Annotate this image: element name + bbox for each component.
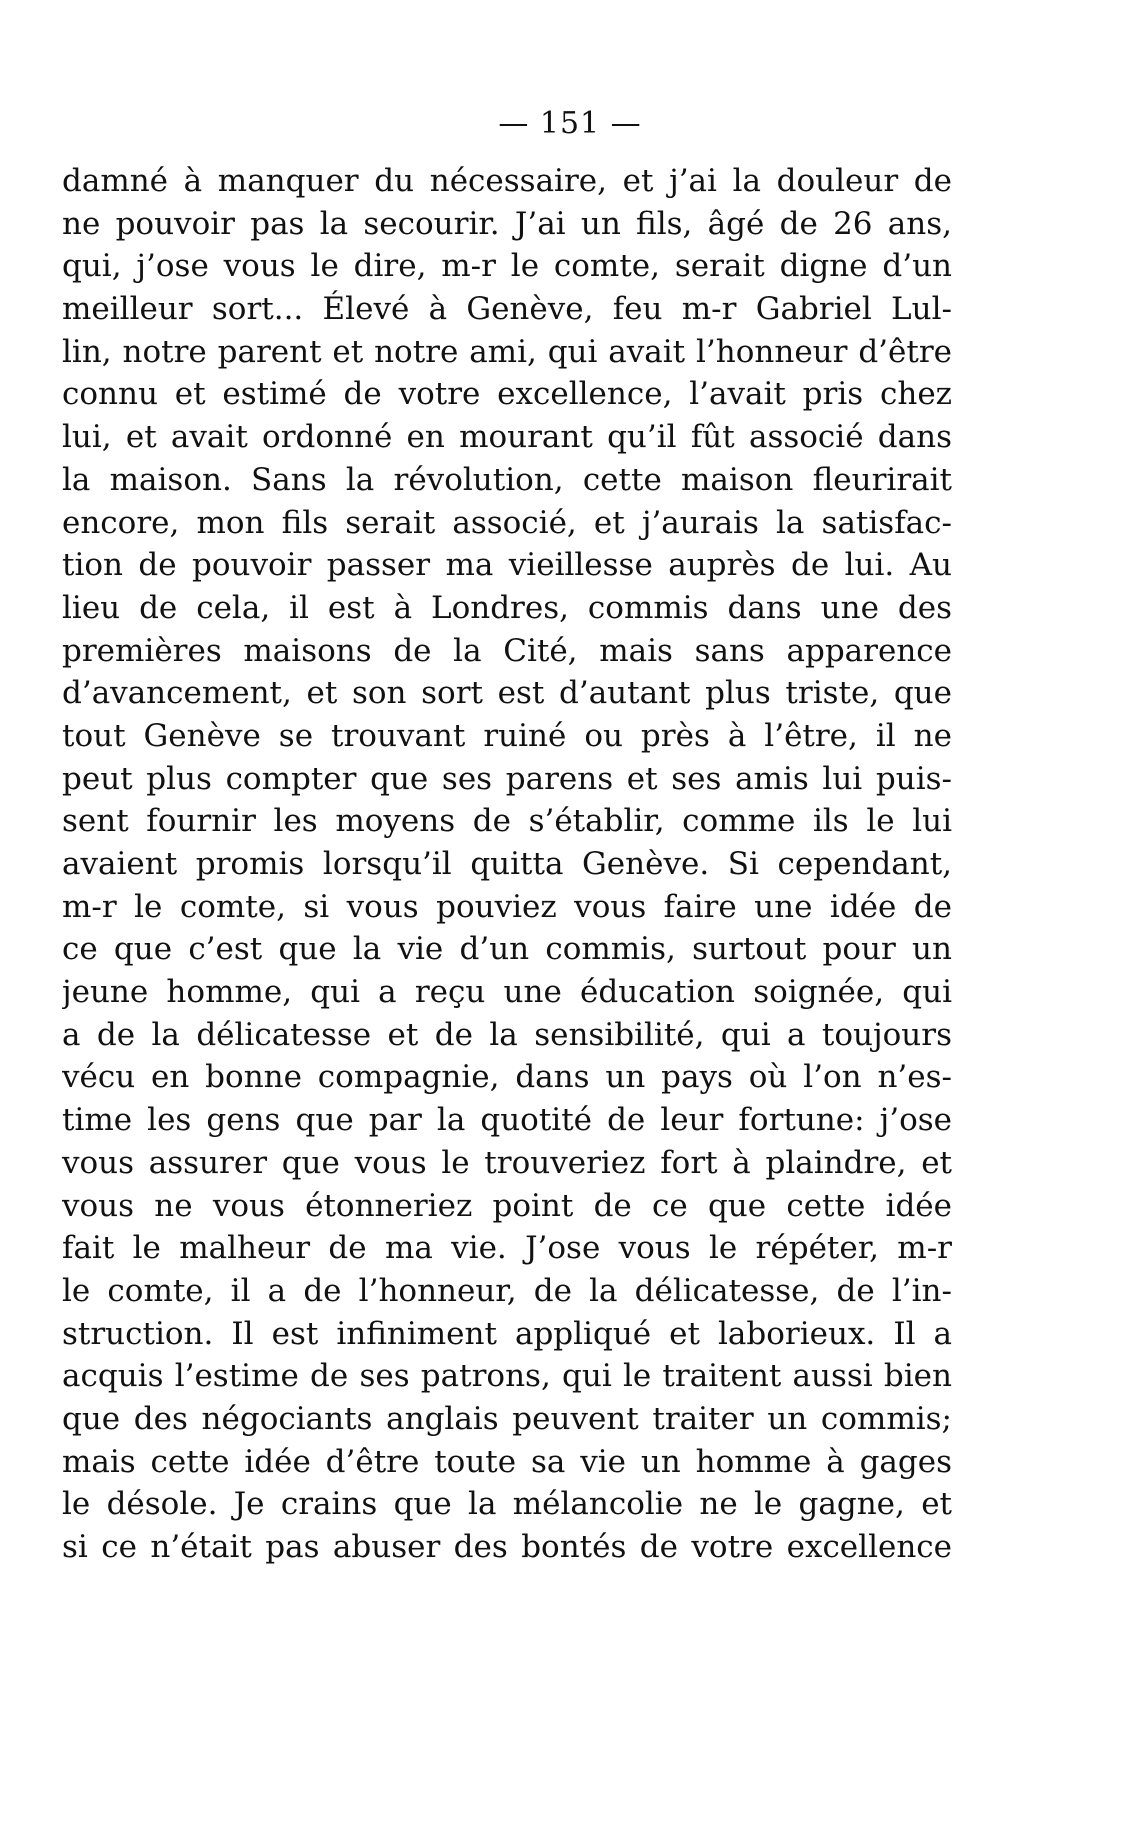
page-number: — 151 — xyxy=(498,106,642,141)
text-line: fait le malheur de ma vie. J’ose vous le répéter, m-r xyxy=(62,1230,952,1267)
text-line: ne pouvoir pas la secourir. J’ai un fils, âgé de 26 ans, xyxy=(62,205,952,242)
text-line: lin, notre parent et notre ami, qui avait l’honneur d’être xyxy=(62,333,952,370)
text-line: peut plus compter que ses parens et ses amis lui puis- xyxy=(62,760,952,797)
text-line: a de la délicatesse et de la sensibilité, qui a toujours xyxy=(62,1016,952,1053)
text-line: avaient promis lorsqu’il quitta Genève. Si cependant, xyxy=(62,846,952,882)
body-text xyxy=(62,160,952,1569)
text-line: ce que c’est que la vie d’un commis, surtout pour un xyxy=(62,931,952,968)
text-line: premières maisons de la Cité, mais sans apparence xyxy=(62,632,952,669)
text-line: sent fournir les moyens de s’établir, comme ils le lui xyxy=(62,803,952,840)
text-line: damné à manquer du nécessaire, et j’ai la douleur de xyxy=(62,163,952,199)
text-line: time les gens que par la quotité de leur fortune: j’ose xyxy=(62,1102,952,1139)
text-line: le désole. Je crains que la mélancolie ne le gagne, et xyxy=(62,1486,952,1523)
text-line: vous ne vous étonneriez point de ce que cette idée xyxy=(62,1187,952,1224)
text-line: jeune homme, qui a reçu une éducation soignée, qui xyxy=(62,974,952,1011)
text-line: si ce n’était pas abuser des bontés de votre excellence xyxy=(62,1529,952,1565)
text-line: vous assurer que vous le trouveriez fort à plaindre, et xyxy=(62,1144,952,1181)
text-line: encore, mon fils serait associé, et j’aurais la satisfac- xyxy=(62,504,952,541)
text-line: struction. Il est infiniment appliqué et laborieux. Il a xyxy=(62,1315,952,1352)
text-line: tion de pouvoir passer ma vieillesse auprès de lui. Au xyxy=(62,547,952,584)
text-line: mais cette idée d’être toute sa vie un homme à gages xyxy=(62,1443,952,1480)
text-line: connu et estimé de votre excellence, l’avait pris chez xyxy=(62,376,952,413)
text-line: lieu de cela, il est à Londres, commis dans une des xyxy=(62,589,952,626)
text-line: le comte, il a de l’honneur, de la délicatesse, de l’in- xyxy=(62,1272,952,1309)
text-line: m-r le comte, si vous pouviez vous faire une idée de xyxy=(62,888,952,925)
text-line: lui, et avait ordonné en mourant qu’il fût associé dans xyxy=(62,419,952,456)
text-line: meilleur sort... Élevé à Genève, feu m-r Gabriel Lul- xyxy=(62,291,952,328)
text-line: vécu en bonne compagnie, dans un pays où l’on n’es- xyxy=(62,1059,952,1096)
text-line: acquis l’estime de ses patrons, qui le traitent aussi bien xyxy=(62,1358,952,1395)
text-line: d’avancement, et son sort est d’autant plus triste, que xyxy=(62,675,952,712)
text-line: tout Genève se trouvant ruiné ou près à l’être, il ne xyxy=(62,717,952,754)
text-line: la maison. Sans la révolution, cette maison fleurirait xyxy=(62,461,952,498)
text-line: que des négociants anglais peuvent traiter un commis; xyxy=(62,1400,952,1437)
text-line: qui, j’ose vous le dire, m-r le comte, serait digne d’un xyxy=(62,248,952,285)
